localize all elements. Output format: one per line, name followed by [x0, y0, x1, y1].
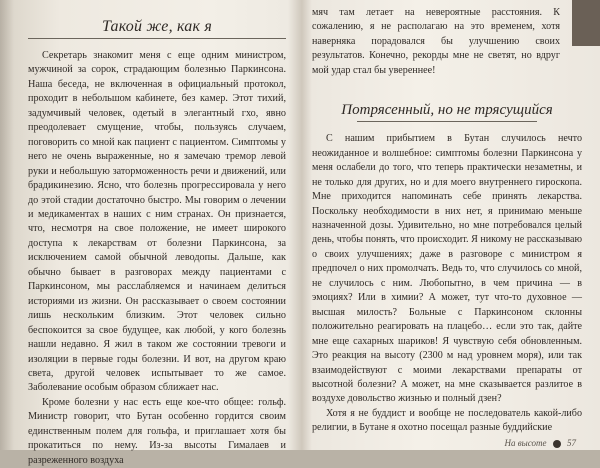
right-paragraph-1: С нашим прибытием в Бутан случилось нечто неожиданное и волшебное: симптомы болезни Паркинсона у меня ослабели до того, что теперь практически незаметны, и не только для других, но и для моего внутреннего гироскопа. Мне приходится напоминать себе принять лекарства. Поскольку необходимости в них нет, я принимаю меньше назначенной дозы. Удивительно, но мне потребовался целый день, чтобы понять, что происходит. Я никому не рассказываю о своих улучшениях; даже в разговоре с министром я предпочел о них промолчать. Ведь то, что случилось со мной, не случилось с ним. Любопытно, в чем причина — в эмоциях? Или в химии? А может, тут что-то духовное — высшая милость? Больные с Паркинсоном склонны положительно реагировать на плацебо… если это так, дайте мне еще сахарных шариков! Я чувствую себя обновленным. Это реакция на высоту (2300 м над уровнем моря), или так взаимодействуют с моими лекарствами препараты от высотной болезни? А может, на мне сказывается разлитое в воздухе довольство жизнью и полный дзен?	[312, 133, 582, 405]
left-paragraph-1: Секретарь знакомит меня с еще одним министром, мужчиной за сорок, страдающим болезнью Паркинсона. Наша беседа, не включенная в официальный протокол, проходит в небольшом кабинете, без камер. Этот тихий, задумчивый человек, одетый в элегантный гхо, явно преодолевает смущение, чтобы, пользуясь случаем, поговорить со мной как пациент с пациентом. Симптомы у него не очень выраженные, но я замечаю тремор левой руки и небольшую заторможенность речи и движений, или брадикинезию. Ясно, что болезнь прогрессировала у него до этой стадии достаточно быстро. Мы говорим о лечении и медикаментах в наших с ним странах. Он признается, что, несмотря на свое положение, не имеет широкого доступа к лекарствам от болезни Паркинсона, за исключением самой обычной леводопы. Дальше, как обычно бывает в разговорах между пациентами с Паркинсоном, мы расслабляемся и начинаем делиться историями из жизни. Он рассказывает о своем состоянии лишь нескольким близким. Этот человек сильно беспокоится за свое будущее, как любой, у кого болезнь нашли недавно. Я жил в таком же состоянии тревоги и изоляции в первые годы болезни. И вот, на другом краю света, другой человек испытывает то же самое. Заболевание особым образом сближает нас.	[28, 50, 286, 394]
right-page	[302, 0, 600, 450]
chapter-heading: Такой же, как я	[102, 18, 212, 35]
page-number: 57	[567, 438, 576, 448]
page-footer	[504, 438, 576, 448]
left-paragraph-2: Кроме болезни у нас есть еще кое-что общее: гольф. Министр говорит, что Бутан особенно гордится своим единственным полем для гольфа, и приглашает хотя бы прокатиться по нему. Из-за высоты Гималаев и разреженного воздуха	[28, 396, 286, 466]
section-heading-rule	[357, 121, 537, 122]
heading-rule	[28, 38, 286, 39]
section-heading: Потрясенный, но не трясущийся	[341, 102, 553, 119]
background-corner	[572, 0, 600, 46]
running-footer-title: На высоте	[504, 438, 547, 448]
left-page	[0, 0, 300, 466]
right-paragraph-2: Хотя я не буддист и вообще не последователь какой-либо религии, в Бутане я охотно посещал разные буддийские	[312, 407, 582, 434]
right-continuation-paragraph: мяч там летает на невероятные расстояния. К сожалению, я не располагаю на это временем, хотя наверняка порадовался бы улучшению своих результатов. Конечно, рекорды мне не светят, но вдруг мой удар стал бы увереннее!	[312, 7, 560, 76]
ornament-icon	[553, 440, 561, 448]
